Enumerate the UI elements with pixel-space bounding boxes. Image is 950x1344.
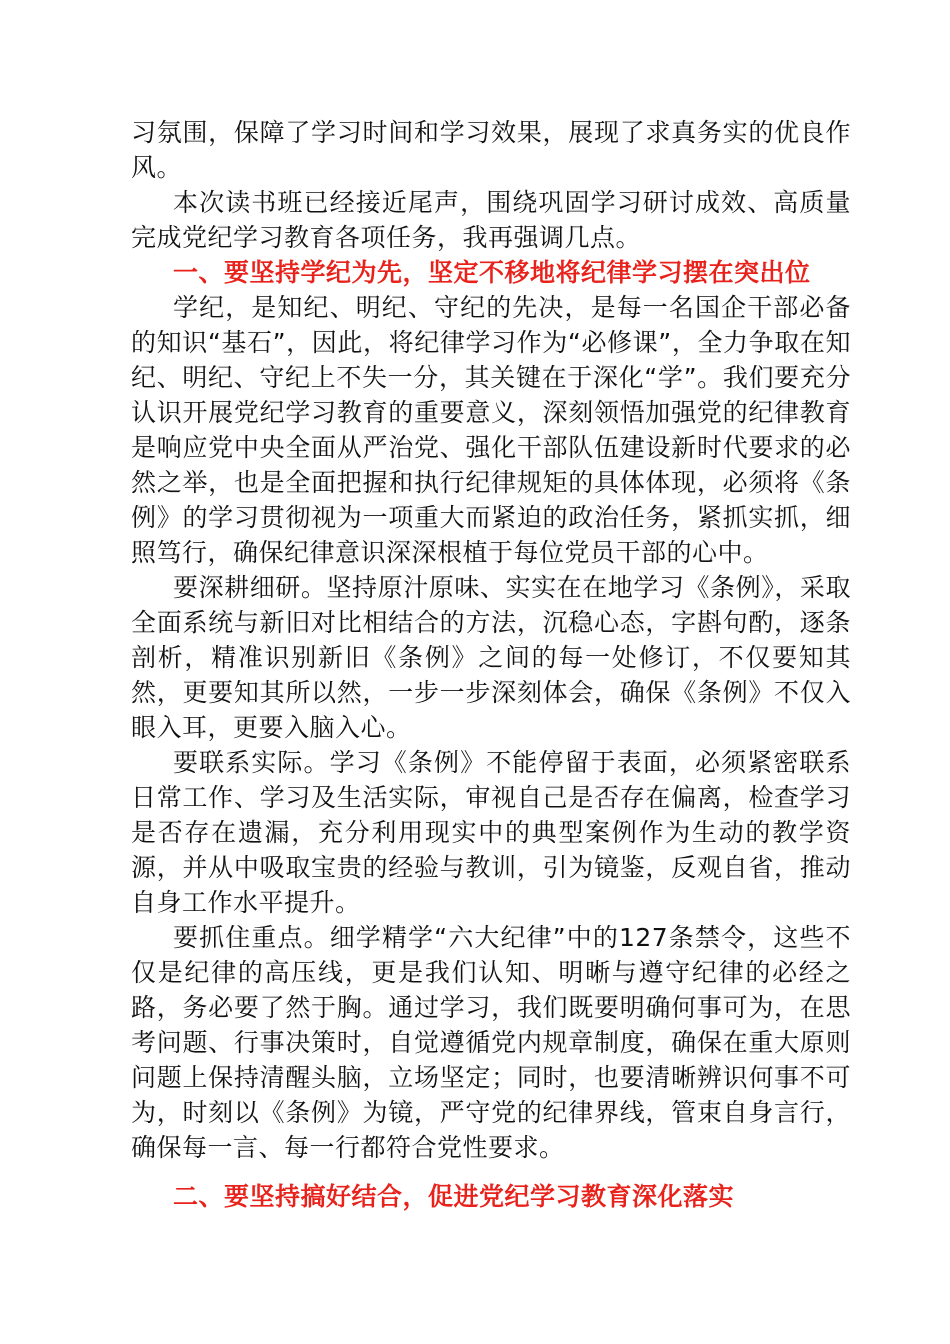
paragraph-learn-discipline: 学纪，是知纪、明纪、守纪的先决，是每一名国企干部必备的知识“基石”，因此，将纪律学习作为“必修课”，全力争取在知纪、明纪、守纪上不失一分，其关键在于深化“学”。我们要充分认识开展党纪学习教育的重要意义，深刻领悟加强党的纪律教育是响应党中央全面从严治党、强化干部队伍建设新时代要求的必然之举，也是全面把握和执行纪律规矩的具体体现，必须将《条例》的学习贯彻视为一项重大而紧迫的政治任务，紧抓实抓，细照笃行，确保纪律意识深深根植于每位党员干部的心中。 [131, 293, 851, 567]
paragraph-focus-key-points: 要抓住重点。细学精学“六大纪律”中的127条禁令，这些不仅是纪律的高压线，更是我们认知、明晰与遵守纪律的必经之路，务必要了然于胸。通过学习，我们既要明确何事可为，在思考问题、行事决策时，自觉遵循党内规章制度，确保在重大原则问题上保持清醒头脑，立场坚定；同时，也要清晰辨识何事不可为，时刻以《条例》为镜，严守党的纪律界线，管束自身言行，确保每一言、每一行都符合党性要求。 [131, 923, 851, 1162]
document-page [131, 115, 851, 1214]
section-heading-2: 二、要坚持搞好结合，促进党纪学习教育深化落实 [173, 1182, 735, 1211]
paragraph-deep-study: 要深耕细研。坚持原汁原味、实实在在地学习《条例》，采取全面系统与新旧对比相结合的方法，沉稳心态，字斟句酌，逐条剖析，精准识别新旧《条例》之间的每一处修订，不仅要知其然，更要知其所以然，一步一步深刻体会，确保《条例》不仅入眼入耳，更要入脑入心。 [131, 573, 851, 742]
paragraph-reading-class: 本次读书班已经接近尾声，围绕巩固学习研讨成效、高质量完成党纪学习教育各项任务，我再强调几点。 [131, 188, 851, 252]
section-heading-1: 一、要坚持学纪为先，坚定不移地将纪律学习摆在突出位 [173, 258, 811, 287]
paragraph-connect-practice: 要联系实际。学习《条例》不能停留于表面，必须紧密联系日常工作、学习及生活实际，审视自己是否存在偏离，检查学习是否存在遗漏，充分利用现实中的典型案例作为生动的教学资源，并从中吸取宝贵的经验与教训，引为镜鉴，反观自省，推动自身工作水平提升。 [131, 748, 851, 917]
paragraph-intro-continued: 习氛围，保障了学习时间和学习效果，展现了求真务实的优良作风。 [131, 118, 851, 182]
